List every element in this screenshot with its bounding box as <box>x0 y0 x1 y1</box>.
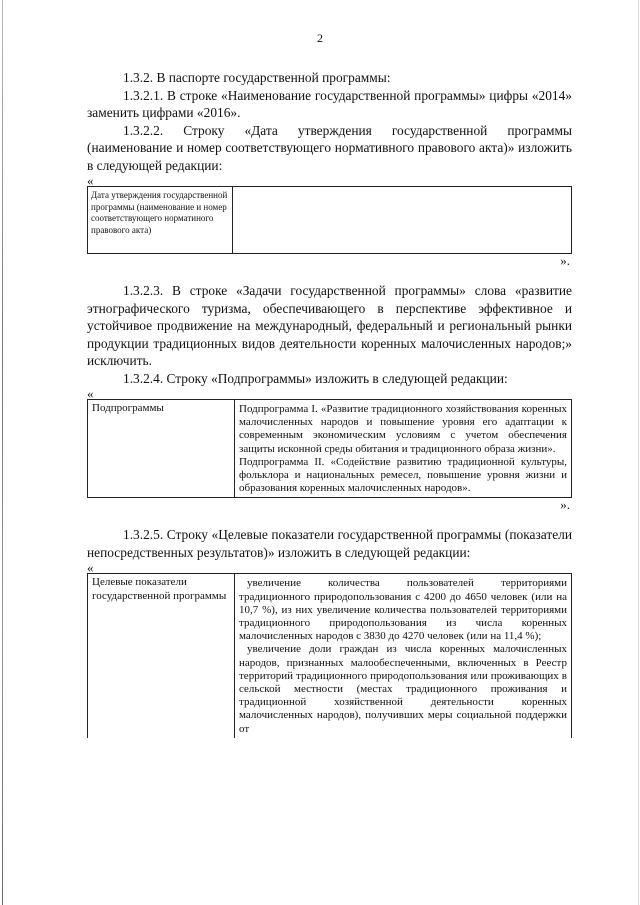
open-quote: « <box>87 386 94 401</box>
table-row <box>88 187 572 254</box>
subprogram-1: Подпрограмма I. «Развитие традиционного хозяйствования коренных малочисленных народов и повышение уровня его адаптации к современным экономическим условиям с учетом обеспечения защиты исконной среды обитания и традиционного образа жизни». <box>239 403 567 455</box>
target-indicators-table <box>87 573 572 737</box>
approval-date-label: Дата утверждения государственной программы (наименование и номер соответствующего норматиного правового акта) <box>88 187 233 254</box>
target-indicators-label: Целевые показатели государственной программы <box>88 574 235 738</box>
approval-date-table <box>87 186 572 254</box>
subprogram-2: Подпрограмма II. «Содействие развитию традиционной культуры, фольклора и национальных ремесел, повышение уровня жизни и образования коренных малочисленных народов». <box>239 455 567 495</box>
indicator-item-2: увеличение доли граждан из числа коренных малочисленных народов, признанных малообеспеченными, включенных в Реестр территорий традиционного природопользования или проживающих в сельской местности (местах традиционного проживания и традиционной хозяйственной деятельности коренных малочисленных народов), получивших меры социальной поддержки от <box>239 643 567 735</box>
page-number: 2 <box>317 31 323 45</box>
paragraph-1-3-2-2: 1.3.2.2. Строку «Дата утверждения государственной программы (наименование и номер соответствующего нормативного правового акта)» изложить в следующей редакции: <box>87 122 572 173</box>
open-quote: « <box>87 173 94 188</box>
paragraph-1-3-2: 1.3.2. В паспорте государственной программы: <box>123 70 391 85</box>
subprograms-label: Подпрограммы <box>88 400 235 498</box>
scan-left-edge <box>2 0 3 905</box>
indicator-item-1: увеличение количества пользователей территориями традиционного природопользования с 4200 до 4650 человек (или на 10,7 %), из них увеличение количества пользователей территориями традиционного природопользования из числа коренных малочисленных народов с 3830 до 4270 человек (или на 11,4 %); <box>239 577 567 643</box>
open-quote: « <box>87 560 94 576</box>
table-row <box>88 400 572 498</box>
paragraph-1-3-2-3: 1.3.2.3. В строке «Задачи государственной программы» слова «развитие этнографического туризма, обеспечивающего в перспективе эффективное и устойчивое продвижение на международный, федеральный и региональный рынки продукции традиционных видов деятельности коренных малочисленных народов;» исключить. <box>87 283 572 368</box>
scan-right-edge <box>638 0 639 905</box>
paragraph-1-3-2-5: 1.3.2.5. Строку «Целевые показатели государственной программы (показатели непосредственных результатов)» изложить в следующей редакции: <box>87 527 572 560</box>
table-row <box>88 574 572 738</box>
subprograms-table <box>87 399 572 498</box>
target-indicators-value <box>235 574 572 738</box>
paragraph-1-3-2-4: 1.3.2.4. Строку «Подпрограммы» изложить в следующей редакции: <box>123 370 508 386</box>
subprograms-value <box>235 400 572 498</box>
close-quote: ». <box>560 253 570 268</box>
document-body <box>87 69 572 738</box>
paragraph-1-3-2-1: 1.3.2.1. В строке «Наименование государственной программы» цифры «2014» заменить цифрами «2016». <box>87 87 572 120</box>
approval-date-value <box>233 187 572 254</box>
close-quote: ». <box>560 497 570 513</box>
